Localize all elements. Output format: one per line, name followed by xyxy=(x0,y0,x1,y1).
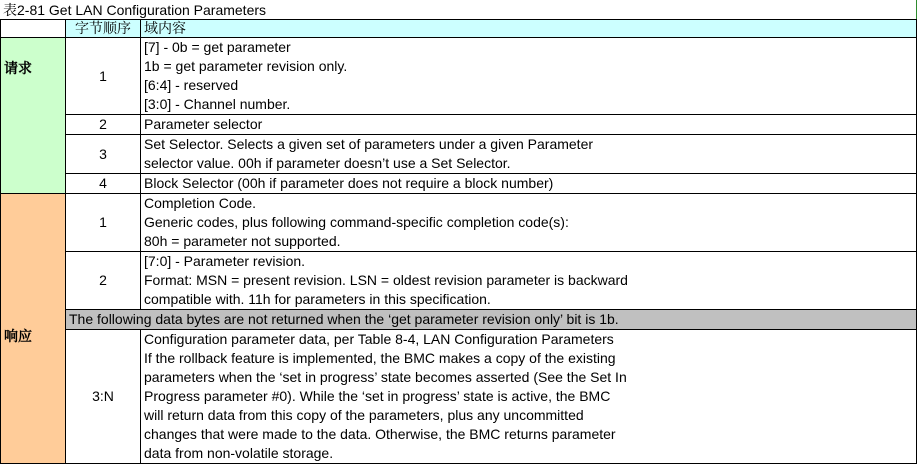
content-line: Generic codes, plus following command-specific completion code(s): xyxy=(144,214,569,230)
field-content xyxy=(141,115,917,135)
table-row xyxy=(1,194,917,252)
table-row xyxy=(1,174,917,194)
byte-number: 4 xyxy=(66,174,141,194)
content-line: Configuration parameter data, per Table 8-4, LAN Configuration Parameters xyxy=(144,331,614,347)
field-content xyxy=(141,135,917,174)
table-row xyxy=(1,330,917,464)
content-line: [3:0] - Channel number. xyxy=(144,96,291,112)
table-row xyxy=(1,252,917,310)
parameter-table xyxy=(0,19,917,464)
byte-number: 3 xyxy=(66,135,141,174)
content-line: data from non-volatile storage. xyxy=(144,445,334,461)
content-line: selector value. 00h if parameter doesn’t use a Set Selector. xyxy=(144,155,511,171)
byte-number: 1 xyxy=(66,194,141,252)
header-row xyxy=(1,20,917,38)
field-content xyxy=(141,174,917,194)
content-line: [7:0] - Parameter revision. xyxy=(144,253,306,269)
note-text: The following data bytes are not returned when the ‘get parameter revision only’ bit is 1b. xyxy=(66,310,917,330)
byte-number: 2 xyxy=(66,252,141,310)
header-byte-order: 字节顺序 xyxy=(66,20,141,38)
content-line: compatible with. 11h for parameters in this specification. xyxy=(144,291,491,307)
content-line: Format: MSN = present revision. LSN = oldest revision parameter is backward xyxy=(144,272,628,288)
field-content xyxy=(141,252,917,310)
response-label: 响应 xyxy=(1,194,66,464)
header-field-content: 域内容 xyxy=(141,20,917,38)
byte-number: 2 xyxy=(66,115,141,135)
table-row xyxy=(1,38,917,115)
request-label: 请求 xyxy=(1,38,66,194)
content-line: Completion Code. xyxy=(144,195,257,211)
content-line: parameters when the ‘set in progress’ state becomes asserted (See the Set In xyxy=(144,369,627,385)
table-row xyxy=(1,135,917,174)
field-content xyxy=(141,330,917,464)
table-row xyxy=(1,115,917,135)
content-line: If the rollback feature is implemented, the BMC makes a copy of the existing xyxy=(144,350,616,366)
byte-number: 3:N xyxy=(66,330,141,464)
field-content xyxy=(141,38,917,115)
content-line: changes that were made to the data. Otherwise, the BMC returns parameter xyxy=(144,426,616,442)
content-line: Set Selector. Selects a given set of parameters under a given Parameter xyxy=(144,136,594,152)
content-line: will return data from this copy of the parameters, plus any uncommitted xyxy=(144,407,584,423)
content-line: Block Selector (00h if parameter does not require a block number) xyxy=(144,175,554,191)
table-title: 表2-81 Get LAN Configuration Parameters xyxy=(3,2,267,18)
content-line: [6:4] - reserved xyxy=(144,77,239,93)
content-line: [7] - 0b = get parameter xyxy=(144,39,291,55)
header-blank-cell xyxy=(1,20,66,38)
cell-selection-edge xyxy=(916,0,917,19)
content-line: 80h = parameter not supported. xyxy=(144,233,341,249)
field-content xyxy=(141,194,917,252)
content-line: 1b = get parameter revision only. xyxy=(144,58,348,74)
note-row xyxy=(1,310,917,330)
content-line: Progress parameter #0). While the ‘set in progress’ state is active, the BMC xyxy=(144,388,611,404)
byte-number: 1 xyxy=(66,38,141,115)
content-line: Parameter selector xyxy=(144,116,263,132)
